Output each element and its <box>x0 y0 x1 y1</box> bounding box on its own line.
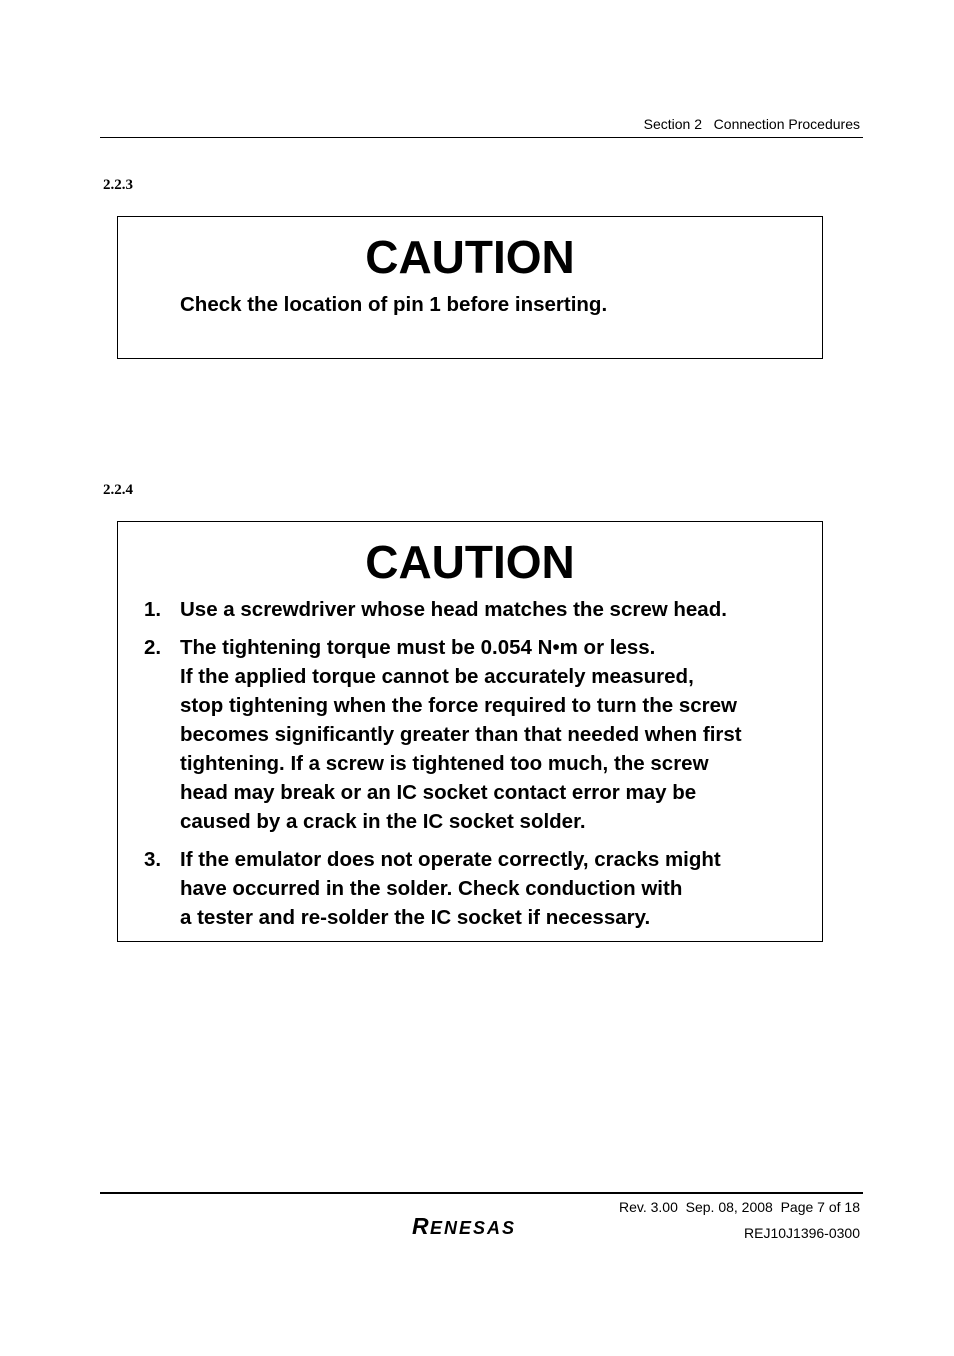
list-item-line: caused by a crack in the IC socket solder. <box>180 810 586 833</box>
caution-text: Check the location of pin 1 before inserting. <box>180 293 608 316</box>
list-item-number: 3. <box>144 848 162 871</box>
document-number: REJ10J1396-0300 <box>744 1225 860 1241</box>
caution-box-2-2-4 <box>117 521 823 942</box>
list-item-line: Use a screwdriver whose head matches the screw head. <box>180 598 727 621</box>
list-item-number: 1. <box>144 598 162 621</box>
caution-box-2-2-3 <box>117 216 823 359</box>
header-divider <box>100 137 863 138</box>
footer-divider <box>100 1192 863 1194</box>
list-item-line: a tester and re-solder the IC socket if necessary. <box>180 906 651 929</box>
list-item-line: tightening. If a screw is tightened too much, the screw <box>180 752 709 775</box>
list-item-line: If the emulator does not operate correctly, cracks might <box>180 848 721 871</box>
list-item <box>118 633 822 836</box>
running-header: Section 2 Connection Procedures <box>643 116 860 132</box>
svg-text:ENESAS: ENESAS <box>430 1218 517 1238</box>
renesas-logo <box>410 1212 555 1240</box>
list-item-line: stop tightening when the force required to turn the screw <box>180 694 737 717</box>
list-item-line: becomes significantly greater than that needed when first <box>180 723 742 746</box>
list-item-number: 2. <box>144 636 162 659</box>
list-item-line: head may break or an IC socket contact error may be <box>180 781 697 804</box>
list-item <box>118 845 822 932</box>
list-item <box>118 595 822 624</box>
list-item-line: If the applied torque cannot be accurately measured, <box>180 665 694 688</box>
section-number-2-2-4: 2.2.4 <box>103 482 133 498</box>
caution-list <box>118 595 822 932</box>
revision-info: Rev. 3.00 Sep. 08, 2008 Page 7 of 18 <box>618 1199 860 1215</box>
svg-text:R: R <box>412 1213 430 1239</box>
caution-title: CAUTION <box>365 536 575 588</box>
caution-title: CAUTION <box>365 231 575 283</box>
section-number-2-2-3: 2.2.3 <box>103 177 133 193</box>
list-item-line: have occurred in the solder. Check conduction with <box>180 877 683 900</box>
list-item-line: The tightening torque must be 0.054 N•m or less. <box>180 636 656 659</box>
